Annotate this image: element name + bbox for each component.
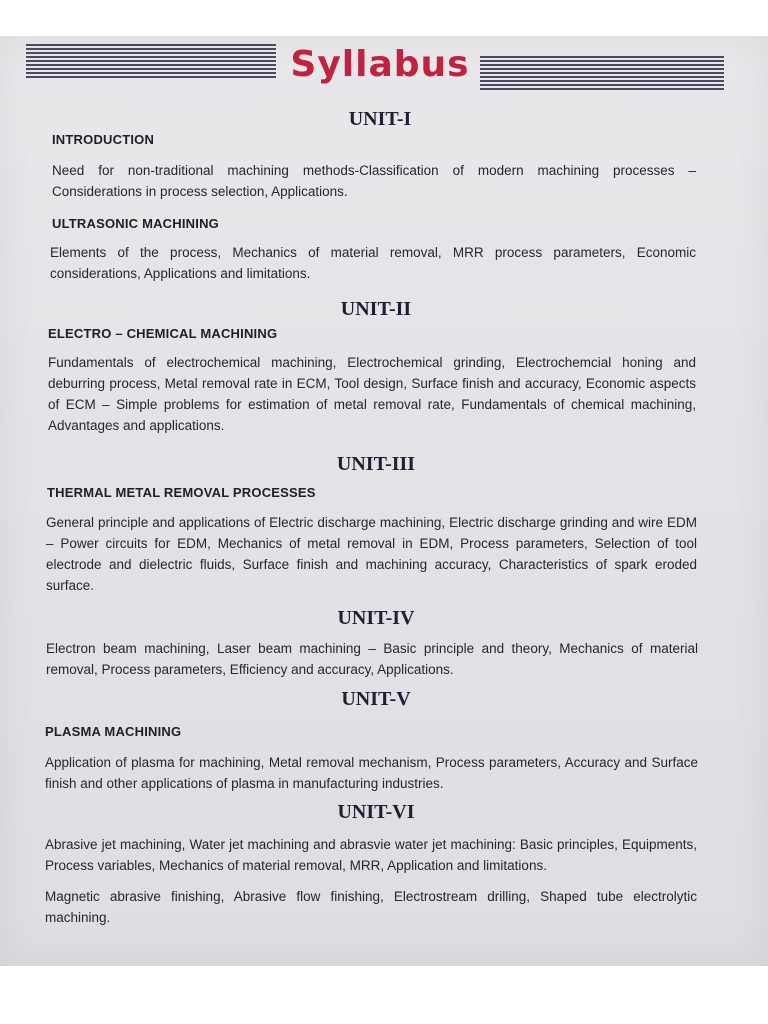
unit-6-jet-text: Abrasive jet machining, Water jet machining and abrasvie water jet machining: Basic principles, Equipments, Process variables, Mechanics of material removal, MRR, Application and limitations. <box>45 837 697 873</box>
unit-1-heading-ultrasonic: ULTRASONIC MACHINING <box>52 216 219 231</box>
left-stripe-decoration <box>26 44 276 78</box>
page-top-margin <box>0 0 768 36</box>
page-bottom-margin <box>0 966 768 1024</box>
unit-5-plasma-text: Application of plasma for machining, Metal removal mechanism, Process parameters, Accuracy and Surface finish and other applications of plasma in manufacturing industries. <box>45 755 698 791</box>
title-banner <box>0 42 768 90</box>
unit-2-heading-ecm: ELECTRO – CHEMICAL MACHINING <box>48 326 278 341</box>
unit-3-heading-thermal: THERMAL METAL REMOVAL PROCESSES <box>47 485 316 500</box>
unit-4-text: Electron beam machining, Laser beam machining – Basic principle and theory, Mechanics of material removal, Process parameters, Efficiency and accuracy, Applications. <box>46 641 698 677</box>
unit-3-label: UNIT-III <box>336 453 416 475</box>
unit-1-label: UNIT-I <box>348 108 412 130</box>
unit-5-heading-plasma: PLASMA MACHINING <box>45 724 182 739</box>
unit-4-label: UNIT-IV <box>337 607 415 629</box>
right-stripe-decoration <box>480 56 724 90</box>
unit-1-ultrasonic-text: Elements of the process, Mechanics of material removal, MRR process parameters, Economic considerations, Applications and limitations. <box>50 245 696 281</box>
unit-2-ecm-text: Fundamentals of electrochemical machining, Electrochemical grinding, Electrochemcial honing and deburring process, Metal removal rate in ECM, Tool design, Surface finish and accuracy, Economic aspects of ECM – Simple problems for estimation of metal removal rate, Fundamentals of chemical machining, Advantages and applications. <box>48 355 696 433</box>
unit-5-label: UNIT-V <box>341 688 411 710</box>
unit-6-finishing-text: Magnetic abrasive finishing, Abrasive flow finishing, Electrostream drilling, Shaped tube electrolytic machining. <box>45 889 697 925</box>
syllabus-page <box>0 36 768 966</box>
unit-2-label: UNIT-II <box>340 298 412 320</box>
page-title: Syllabus <box>290 44 470 85</box>
unit-3-thermal-text: General principle and applications of Electric discharge machining, Electric discharge grinding and wire EDM – Power circuits for EDM, Mechanics of metal removal in EDM, Process parameters, Selection of tool electrode and dielectric fluids, Surface finish and machining accuracy, Characteristics of spark eroded surface. <box>46 515 697 593</box>
unit-1-heading-introduction: INTRODUCTION <box>52 132 155 147</box>
unit-1-introduction-text: Need for non-traditional machining methods-Classification of modern machining processes – Considerations in process selection, Applications. <box>52 163 696 199</box>
unit-6-label: UNIT-VI <box>337 801 415 823</box>
